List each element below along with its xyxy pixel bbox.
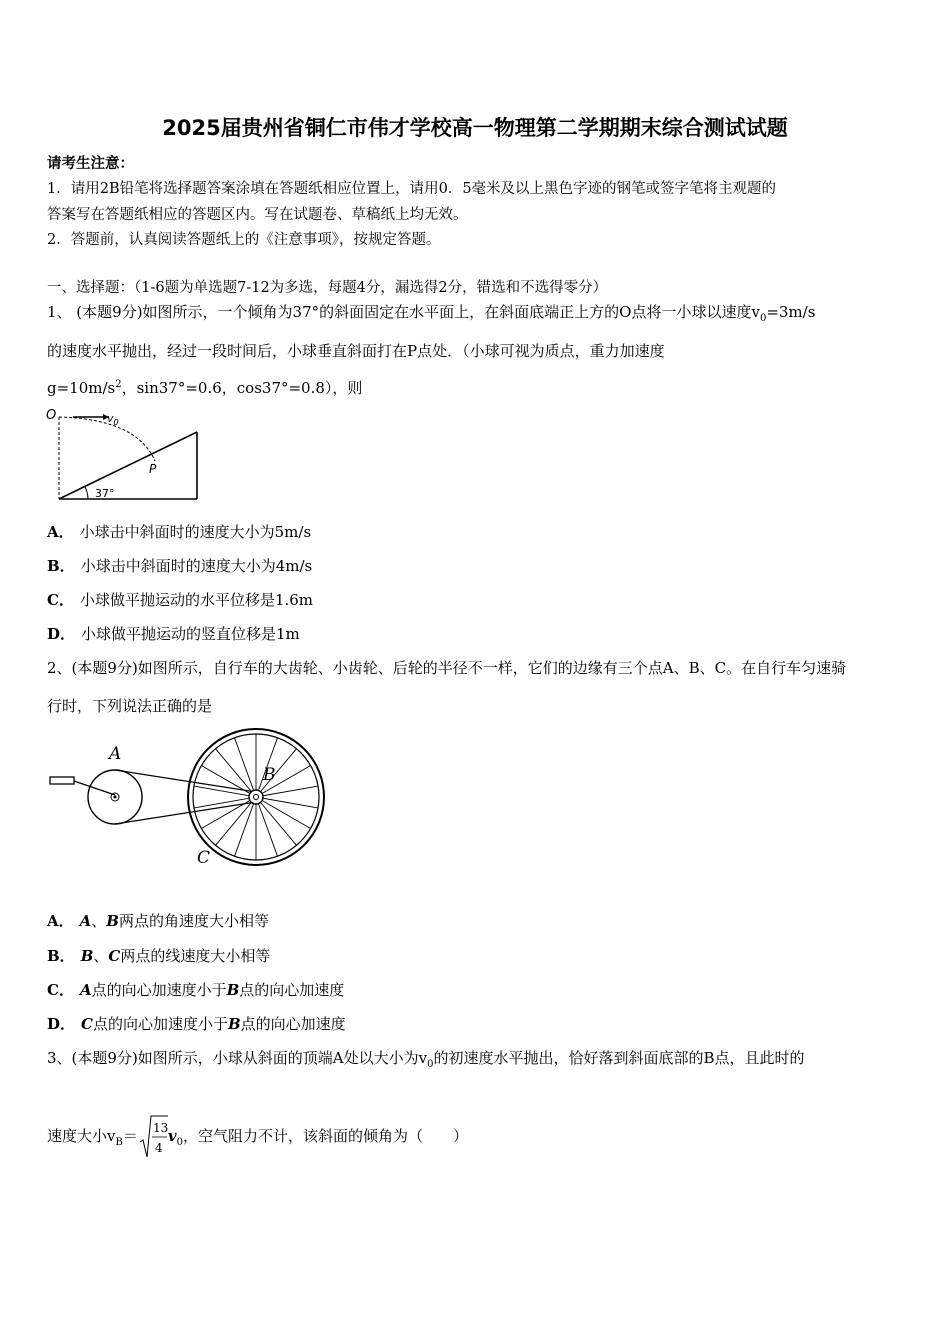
q1-option-a[interactable]: [47, 521, 311, 542]
q1-option-d-label: D．: [47, 625, 76, 643]
q3-line1-a: 3、(本题9分)如图所示，小球从斜面的顶端A处以大小为v: [47, 1049, 428, 1067]
v0-label: [107, 412, 119, 427]
q1-line3-b: ，sin37°=0.6，cos37°=0.8），则: [121, 379, 363, 397]
q1-line-2: 的速度水平抛出，经过一段时间后，小球垂直斜面打在P点处．（小球可视为质点，重力加速度: [47, 342, 665, 360]
v0-label-v: v: [107, 412, 114, 425]
q1-line1-sub: 0: [759, 313, 767, 324]
q2-option-d-text: 点的向心加速度: [240, 1015, 346, 1033]
pedal: [50, 777, 74, 784]
q2-option-d-p2: B: [227, 1015, 241, 1033]
q2-option-c-label: C．: [47, 981, 74, 999]
q1-line-1: [47, 301, 815, 324]
q3-line2-v: v: [167, 1127, 177, 1145]
q3-line2-b: ，空气阻力不计，该斜面的倾角为（ ）: [182, 1127, 468, 1145]
q3-line2-sub: B: [115, 1137, 123, 1148]
q3-line2-a: 速度大小v: [47, 1127, 116, 1145]
v0-label-sub: 0: [113, 418, 119, 427]
q2-line-1: 2、(本题9分)如图所示，自行车的大齿轮、小齿轮、后轮的半径不一样，它们的边缘有三个点A、B、C。在自行车匀速骑: [47, 659, 847, 677]
angle-label: 37°: [95, 487, 115, 500]
notice-heading: 请考生注意：: [47, 155, 134, 172]
sqrt-fraction: [138, 1112, 168, 1162]
q2-option-c-p1: A: [79, 981, 92, 999]
point-c-label: C: [197, 848, 211, 868]
fraction-denominator: 4: [154, 1141, 163, 1155]
small-gear: [249, 790, 263, 804]
page-title: 2025届贵州省铜仁市伟才学校高一物理第二学期期末综合测试试题: [162, 116, 788, 140]
q3-line1-b: 的初速度水平抛出，恰好落到斜面底部的B点，且此时的: [433, 1049, 805, 1067]
q2-option-a-mid: 、: [91, 912, 107, 930]
q2-option-a[interactable]: [47, 910, 269, 931]
q2-option-c-p2: B: [226, 981, 240, 999]
incline-line: [59, 432, 197, 499]
q2-option-d[interactable]: [47, 1013, 346, 1034]
q1-line1-a: 1、 (本题9分)如图所示，一个倾角为37°的斜面固定在水平面上，在斜面底端正上方的O点将一小球以速度v: [47, 303, 760, 321]
q2-line-2: 行时，下列说法正确的是: [47, 697, 213, 715]
q3-line-2: [47, 1111, 468, 1161]
q1-option-c-label: C．: [47, 591, 74, 609]
q2-option-c-text: 点的向心加速度: [239, 981, 345, 999]
q1-option-c-text: 小球做平抛运动的水平位移是1.6m: [79, 591, 314, 609]
q3-line2-vsub: 0: [176, 1137, 183, 1148]
q2-option-a-label: A．: [47, 912, 74, 930]
q3-line-1: [47, 1047, 805, 1070]
q1-option-b-label: B．: [47, 557, 75, 575]
q1-option-d[interactable]: [47, 623, 300, 644]
q2-option-b-p2: C: [108, 947, 121, 965]
q1-option-b-text: 小球击中斜面时的速度大小为4m/s: [80, 557, 313, 575]
notice-line-2: 答案写在答题纸相应的答题区内。写在试题卷、草稿纸上均无效。: [47, 207, 468, 223]
q1-line-3: [47, 377, 362, 398]
q2-option-a-p1: A: [79, 912, 92, 930]
angle-arc: [85, 487, 88, 499]
q1-option-a-text: 小球击中斜面时的速度大小为5m/s: [79, 523, 312, 541]
q1-incline-figure: [45, 405, 205, 505]
q1-option-c[interactable]: [47, 589, 313, 610]
section-heading: 一、选择题：（1-6题为单选题7-12为多选，每题4分，漏选得2分，错选和不选得零分）: [47, 280, 608, 296]
q2-option-d-mid: 点的向心加速度小于: [92, 1015, 228, 1033]
q1-option-b[interactable]: [47, 555, 312, 576]
q3-line1-sub: 0: [427, 1059, 434, 1070]
q2-option-d-p1: C: [81, 1015, 93, 1033]
notice-line-1: 1．请用2B铅笔将选择题答案涂填在答题纸相应位置上，请用0．5毫米及以上黑色字迹的钢笔或签字笔将主观题的: [47, 181, 777, 197]
q2-option-b-text: 两点的线速度大小相等: [120, 947, 271, 965]
point-a-label: A: [109, 744, 122, 764]
q2-option-a-p2: B: [106, 912, 119, 930]
big-gear-center: [114, 796, 117, 799]
notice-line-3: 2．答题前，认真阅读答题纸上的《注意事项》，按规定答题。: [47, 232, 441, 248]
q2-option-b-label: B．: [47, 947, 75, 965]
fraction-numerator: 13: [152, 1121, 168, 1135]
q2-option-a-text: 两点的角速度大小相等: [118, 912, 269, 930]
q1-line1-b: =3m/s: [766, 303, 816, 321]
q1-option-a-label: A．: [47, 523, 74, 541]
q2-option-b-mid: 、: [93, 947, 109, 965]
q2-bicycle-figure: [45, 722, 335, 872]
q2-option-d-label: D．: [47, 1015, 76, 1033]
q3-line2-eq: ＝: [122, 1127, 138, 1145]
point-b-label: B: [263, 765, 276, 785]
q2-option-c[interactable]: [47, 979, 344, 1000]
point-p-label: P: [149, 462, 157, 476]
crank-arm: [74, 781, 115, 795]
q1-line3-a: g=10m/s: [47, 379, 116, 397]
q2-option-b[interactable]: [47, 945, 270, 966]
q2-option-c-mid: 点的向心加速度小于: [91, 981, 227, 999]
q1-line3-sup: 2: [115, 379, 122, 390]
q1-option-d-text: 小球做平抛运动的竖直位移是1m: [81, 625, 300, 643]
q2-option-b-p1: B: [80, 947, 94, 965]
point-o-label: O: [46, 408, 57, 423]
